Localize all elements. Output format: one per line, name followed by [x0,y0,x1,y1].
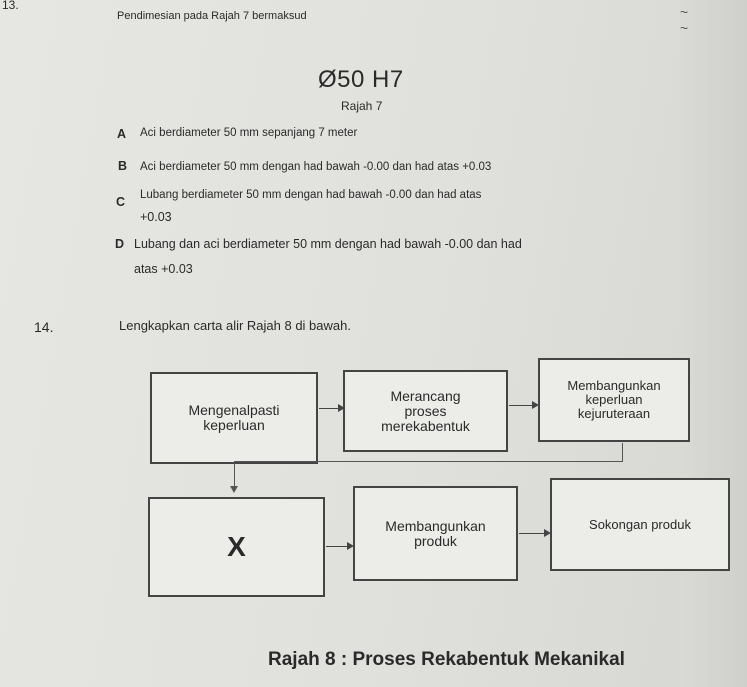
figure-8-caption: Rajah 8 : Proses Rekabentuk Mekanikal [268,649,625,670]
question-14-number: 14. [34,319,54,335]
option-c-text-line1[interactable]: Lubang berdiameter 50 mm dengan had bawah -0.00 dan had atas [140,189,482,201]
page-margin [680,0,747,687]
flow-box-label: Membangunkan [385,517,486,534]
flow-box-sokongan-produk [550,478,730,571]
flow-box-label: proses [404,402,447,419]
option-d-text-line1[interactable]: Lubang dan aci berdiameter 50 mm dengan had bawah -0.00 dan had [134,237,522,251]
flow-box-x[interactable] [148,497,325,597]
flow-arrow [509,405,537,406]
flow-box-label: kejuruteraan [577,406,651,421]
margin-mark: ~ [680,20,689,36]
flow-box-label: produk [414,532,457,549]
flow-box-mengenalpasti [150,372,318,464]
flow-arrow [326,546,352,547]
option-b-letter[interactable]: B [118,159,128,173]
question-14-stem: Lengkapkan carta alir Rajah 8 di bawah. [119,318,351,333]
flow-connector [234,461,235,486]
option-d-text-line2[interactable]: atas +0.03 [134,262,193,276]
flow-arrow [519,533,549,534]
flow-box-label: Merancang [390,387,461,404]
figure-7-caption: Rajah 7 [341,99,383,113]
question-13-stem: Pendimesian pada Rajah 7 bermaksud [117,10,307,22]
flow-box-label: Membangunkan [567,378,661,393]
option-a-letter[interactable]: A [117,127,127,141]
question-13-number: 13. [2,0,19,12]
answer-placeholder-x: X [227,531,246,562]
flow-box-label: Mengenalpasti [188,402,280,418]
option-c-letter[interactable]: C [116,195,126,209]
flow-box-merancang [343,370,508,452]
option-a-text[interactable]: Aci berdiameter 50 mm sepanjang 7 meter [140,127,358,139]
option-b-text[interactable]: Aci berdiameter 50 mm dengan had bawah -0.00 dan had atas +0.03 [140,161,492,173]
flow-connector [234,461,623,462]
option-d-letter[interactable]: D [115,237,125,251]
flow-arrow [319,408,343,409]
flow-box-label: keperluan [585,392,643,407]
margin-mark: ~ [680,4,689,20]
arrow-head-icon [230,486,238,493]
flow-box-label: merekabentuk [381,417,470,434]
flow-connector [622,443,623,461]
flow-box-membangunkan-produk [353,486,518,581]
flow-box-label: Sokongan produk [589,517,691,532]
flow-box-label: keperluan [203,417,265,433]
dimension-code: Ø50 H7 [318,66,404,93]
option-c-text-line2[interactable]: +0.03 [140,210,172,224]
flow-box-membangunkan-keperluan [538,358,690,442]
